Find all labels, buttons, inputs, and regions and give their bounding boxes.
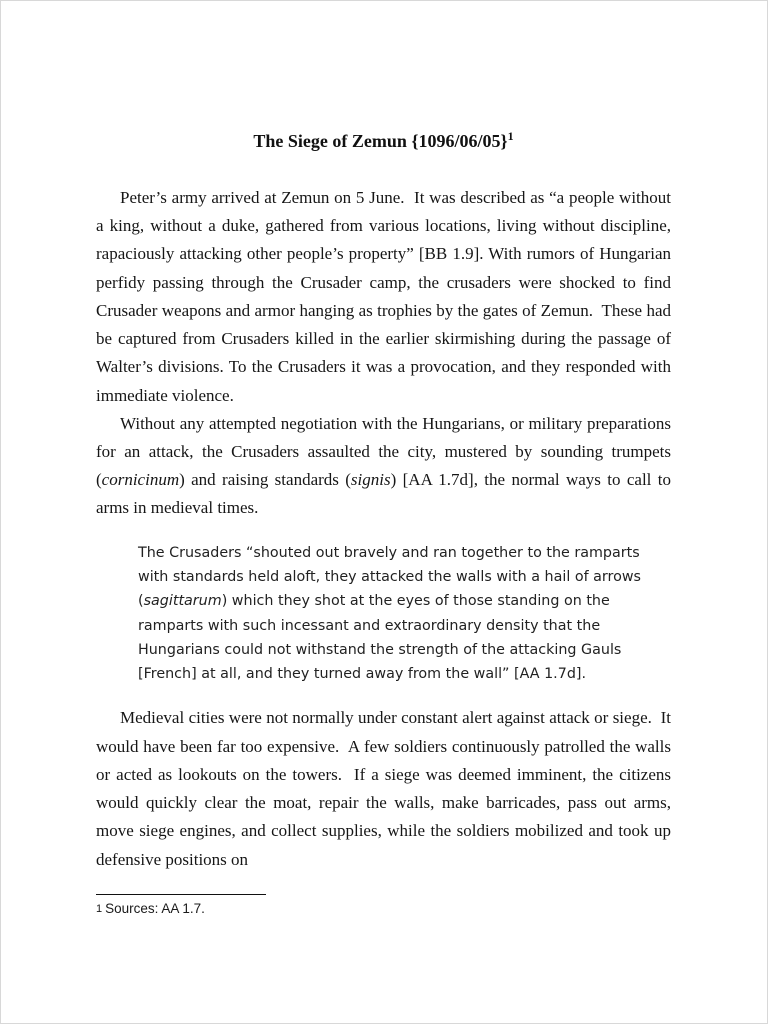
- italic-text-segment: signis: [350, 470, 391, 490]
- document-title-text: The Siege of Zemun {1096/06/05}: [253, 131, 508, 151]
- text-segment: Without any attempted negotiation with the Hungarians, or military preparations for an attack, the Crusaders assaulted the city, mustered by sounding trumpets (: [96, 413, 676, 490]
- footnote-text: Sources: AA 1.7.: [105, 901, 205, 916]
- text-segment: ) which they shot at the eyes of those standing on the ramparts with such incessant and extraordinary density that the Hungarians could not withstand the strength of the attacking Gauls [French] at all, and they turned away from the wall” [AA 1.7d].: [138, 593, 626, 683]
- footnote-line: [96, 901, 673, 916]
- paragraph-3: [96, 704, 676, 873]
- text-segment: ) [AA 1.7d], the normal ways to call to arms in medieval times.: [96, 470, 676, 518]
- document-content: [96, 129, 676, 874]
- document-title: [96, 131, 671, 152]
- block-quote: [138, 541, 657, 687]
- italic-text-segment: sagittarum: [143, 593, 222, 610]
- text-segment: ) and raising standards (: [179, 470, 351, 490]
- text-segment: Medieval cities were not normally under constant alert against attack or siege. It would have been far too expensive. A few soldiers continuously patrolled the walls or acted as lookouts on the towers. If a siege was deemed imminent, the citizens would quickly clear the moat, repair the walls, make barricades, pass out arms, move siege engines, and collect supplies, while the soldiers mobilized and took up defensive positions on: [96, 708, 676, 869]
- paragraph-1: [96, 184, 676, 410]
- footnote: [96, 894, 673, 916]
- paragraph-2: [96, 410, 676, 523]
- footnote-reference: 1: [507, 129, 514, 143]
- italic-text-segment: cornicinum: [101, 470, 180, 490]
- text-segment: The Crusaders “shouted out bravely and ran together to the ramparts with standards held aloft, they attacked the walls with a hail of arrows (: [138, 544, 646, 610]
- text-segment: Peter’s army arrived at Zemun on 5 June. It was described as “a people without a king, without a duke, gathered from various locations, living without discipline, rapaciously attacking other people’s property” [BB 1.9]. With rumors of Hungarian perfidy passing through the Crusader camp, the crusaders were shocked to find Crusader weapons and armor hanging as trophies by the gates of Zemun. These had be captured from Crusaders killed in the earlier skirmishing during the passage of Walter’s divisions. To the Crusaders it was a provocation, and they responded with immediate violence.: [96, 188, 676, 405]
- footnote-marker: 1: [96, 903, 103, 915]
- footnote-separator: [96, 894, 266, 895]
